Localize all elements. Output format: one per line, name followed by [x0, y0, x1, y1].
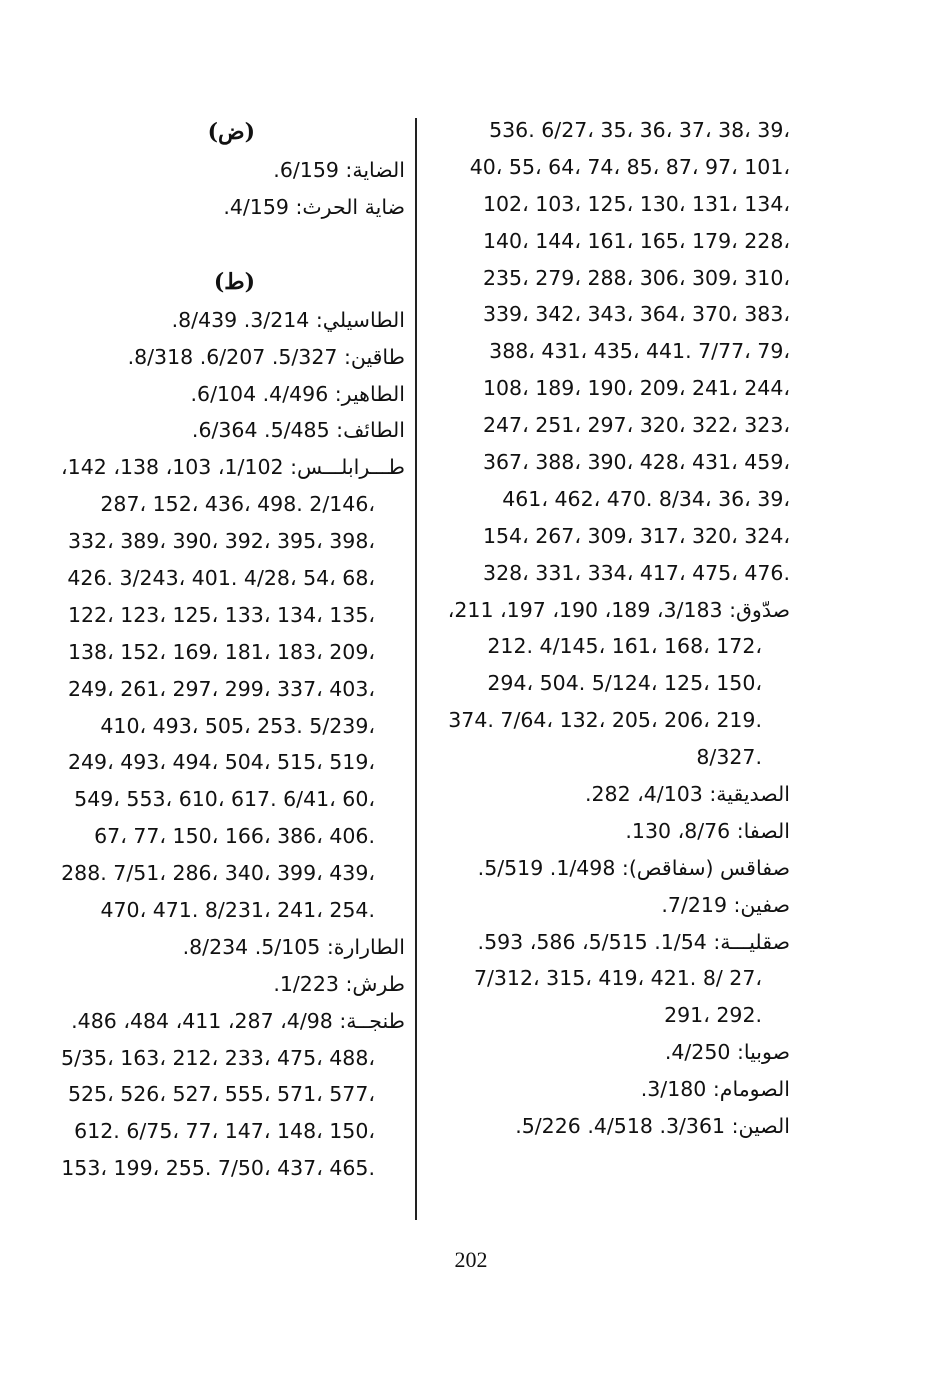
index-line: 612. 6/75، 77، 147، 148، 150، [74, 1119, 375, 1144]
index-entry: طـــرابلـــس: 1/102، 103، 138، 142، [61, 455, 405, 480]
index-line: 140، 144، 161، 165، 179، 228، [482, 228, 790, 253]
index-entry: ضاية الحرث: 4/159. [223, 194, 405, 219]
column-divider [415, 118, 417, 1220]
index-entry: الطارارة: 5/105. 8/234. [182, 934, 405, 959]
index-line: 332، 389، 390، 392، 395، 398، [67, 529, 375, 554]
index-entry: طرش: 1/223. [273, 971, 405, 996]
index-entry: صقليـــة: 1/54. 5/515، 586، 593. [477, 929, 790, 954]
index-line: 291، 292. [664, 1003, 762, 1028]
index-line: 426. 3/243، 401. 4/28، 54، 68، [67, 566, 375, 591]
index-entry: الضاية: 6/159. [273, 158, 405, 182]
section-heading-dad: (ض) [207, 119, 255, 145]
index-line: 102، 103، 125، 130، 131، 134، [482, 191, 790, 216]
index-line: 153، 199، 255. 7/50، 437، 465. [61, 1156, 375, 1181]
index-line: 67، 77، 150، 166، 386، 406. [94, 824, 375, 849]
index-line: 212. 4/145، 161، 168، 172، [487, 634, 762, 659]
index-entry: صوبيا: 4/250. [664, 1040, 790, 1065]
index-line: 294، 504. 5/124، 125، 150، [487, 671, 762, 696]
index-line: 288. 7/51، 286، 340، 399، 439، [61, 861, 375, 886]
index-entry: صفاقس (سفاقص): 1/498. 5/519. [477, 855, 790, 880]
index-line: 108، 189، 190، 209، 241، 244، [482, 376, 790, 401]
index-line: 138، 152، 169، 181، 183، 209، [67, 639, 375, 664]
index-line: 374. 7/64، 132، 205، 206، 219. [448, 708, 762, 733]
index-column-left [15, 112, 405, 1187]
index-line: 287، 152، 436، 498. 2/146، [100, 492, 375, 517]
index-line: 410، 493، 505، 253. 5/239، [100, 713, 375, 738]
index-line: 235، 279، 288، 306، 309، 310، [482, 265, 790, 290]
index-entry: طاقين: 5/327. 6/207. 8/318. [127, 344, 405, 369]
index-line: 525، 526، 527، 555، 571، 577، [67, 1082, 375, 1107]
index-line: 8/327. [696, 745, 762, 770]
section-heading-ta: (ط) [213, 268, 255, 295]
index-entry: الطائف: 5/485. 6/364. [191, 418, 405, 443]
index-line: 461، 462، 470. 8/34، 36، 39، [502, 486, 790, 511]
index-entry: طنجــة: 4/98، 287، 411، 484، 486. [71, 1008, 405, 1033]
index-line: 328، 331، 334، 417، 475، 476. [483, 560, 790, 585]
index-line: 247، 251، 297، 320، 322، 323، [482, 413, 790, 438]
page-number: 202 [454, 1247, 488, 1272]
index-entry: الصفا: 8/76، 130. [625, 818, 790, 843]
index-line: 549، 553، 610، 617. 6/41، 60، [74, 787, 375, 812]
index-line: 154، 267، 309، 317، 320، 324، [482, 523, 790, 548]
index-line: 122، 123، 125، 133، 134، 135، [67, 602, 375, 627]
index-entry: صدّوق: 3/183، 189، 190، 197، 211، [447, 597, 790, 622]
index-line: 367، 388، 390، 428، 431، 459، [482, 450, 790, 475]
index-line: 388، 431، 435، 441. 7/77، 79، [489, 339, 790, 364]
index-entry: الصديقية: 4/103، 282. [584, 782, 790, 807]
index-line: 339، 342، 343، 364، 370، 383، [482, 302, 790, 327]
section-gap [15, 226, 405, 262]
index-line: 40، 55، 64، 74، 85، 87، 97، 101، [469, 154, 790, 179]
index-entry: الصين: 3/361. 4/518. 5/226. [515, 1114, 790, 1139]
index-line: 249، 261، 297، 299، 337، 403، [67, 676, 375, 701]
index-line: 249، 493، 494، 504، 515، 519، [67, 750, 375, 775]
index-line: 7/312، 315، 419، 421. 8/ 27، [473, 966, 762, 991]
index-line: 470، 471. 8/231، 241، 254. [100, 898, 375, 923]
index-line: 536. 6/27، 35، 36، 37، 38، 39، [489, 118, 790, 142]
index-entry: صفين: 7/219. [661, 892, 790, 917]
index-column-right [425, 112, 790, 1145]
index-entry: الطاهير: 4/496. 6/104. [190, 381, 405, 406]
index-line: 5/35، 163، 212، 233، 475، 488، [61, 1045, 375, 1070]
index-entry: الصومام: 3/180. [640, 1077, 790, 1102]
index-entry: الطاسيلي: 3/214. 8/439. [171, 307, 405, 332]
